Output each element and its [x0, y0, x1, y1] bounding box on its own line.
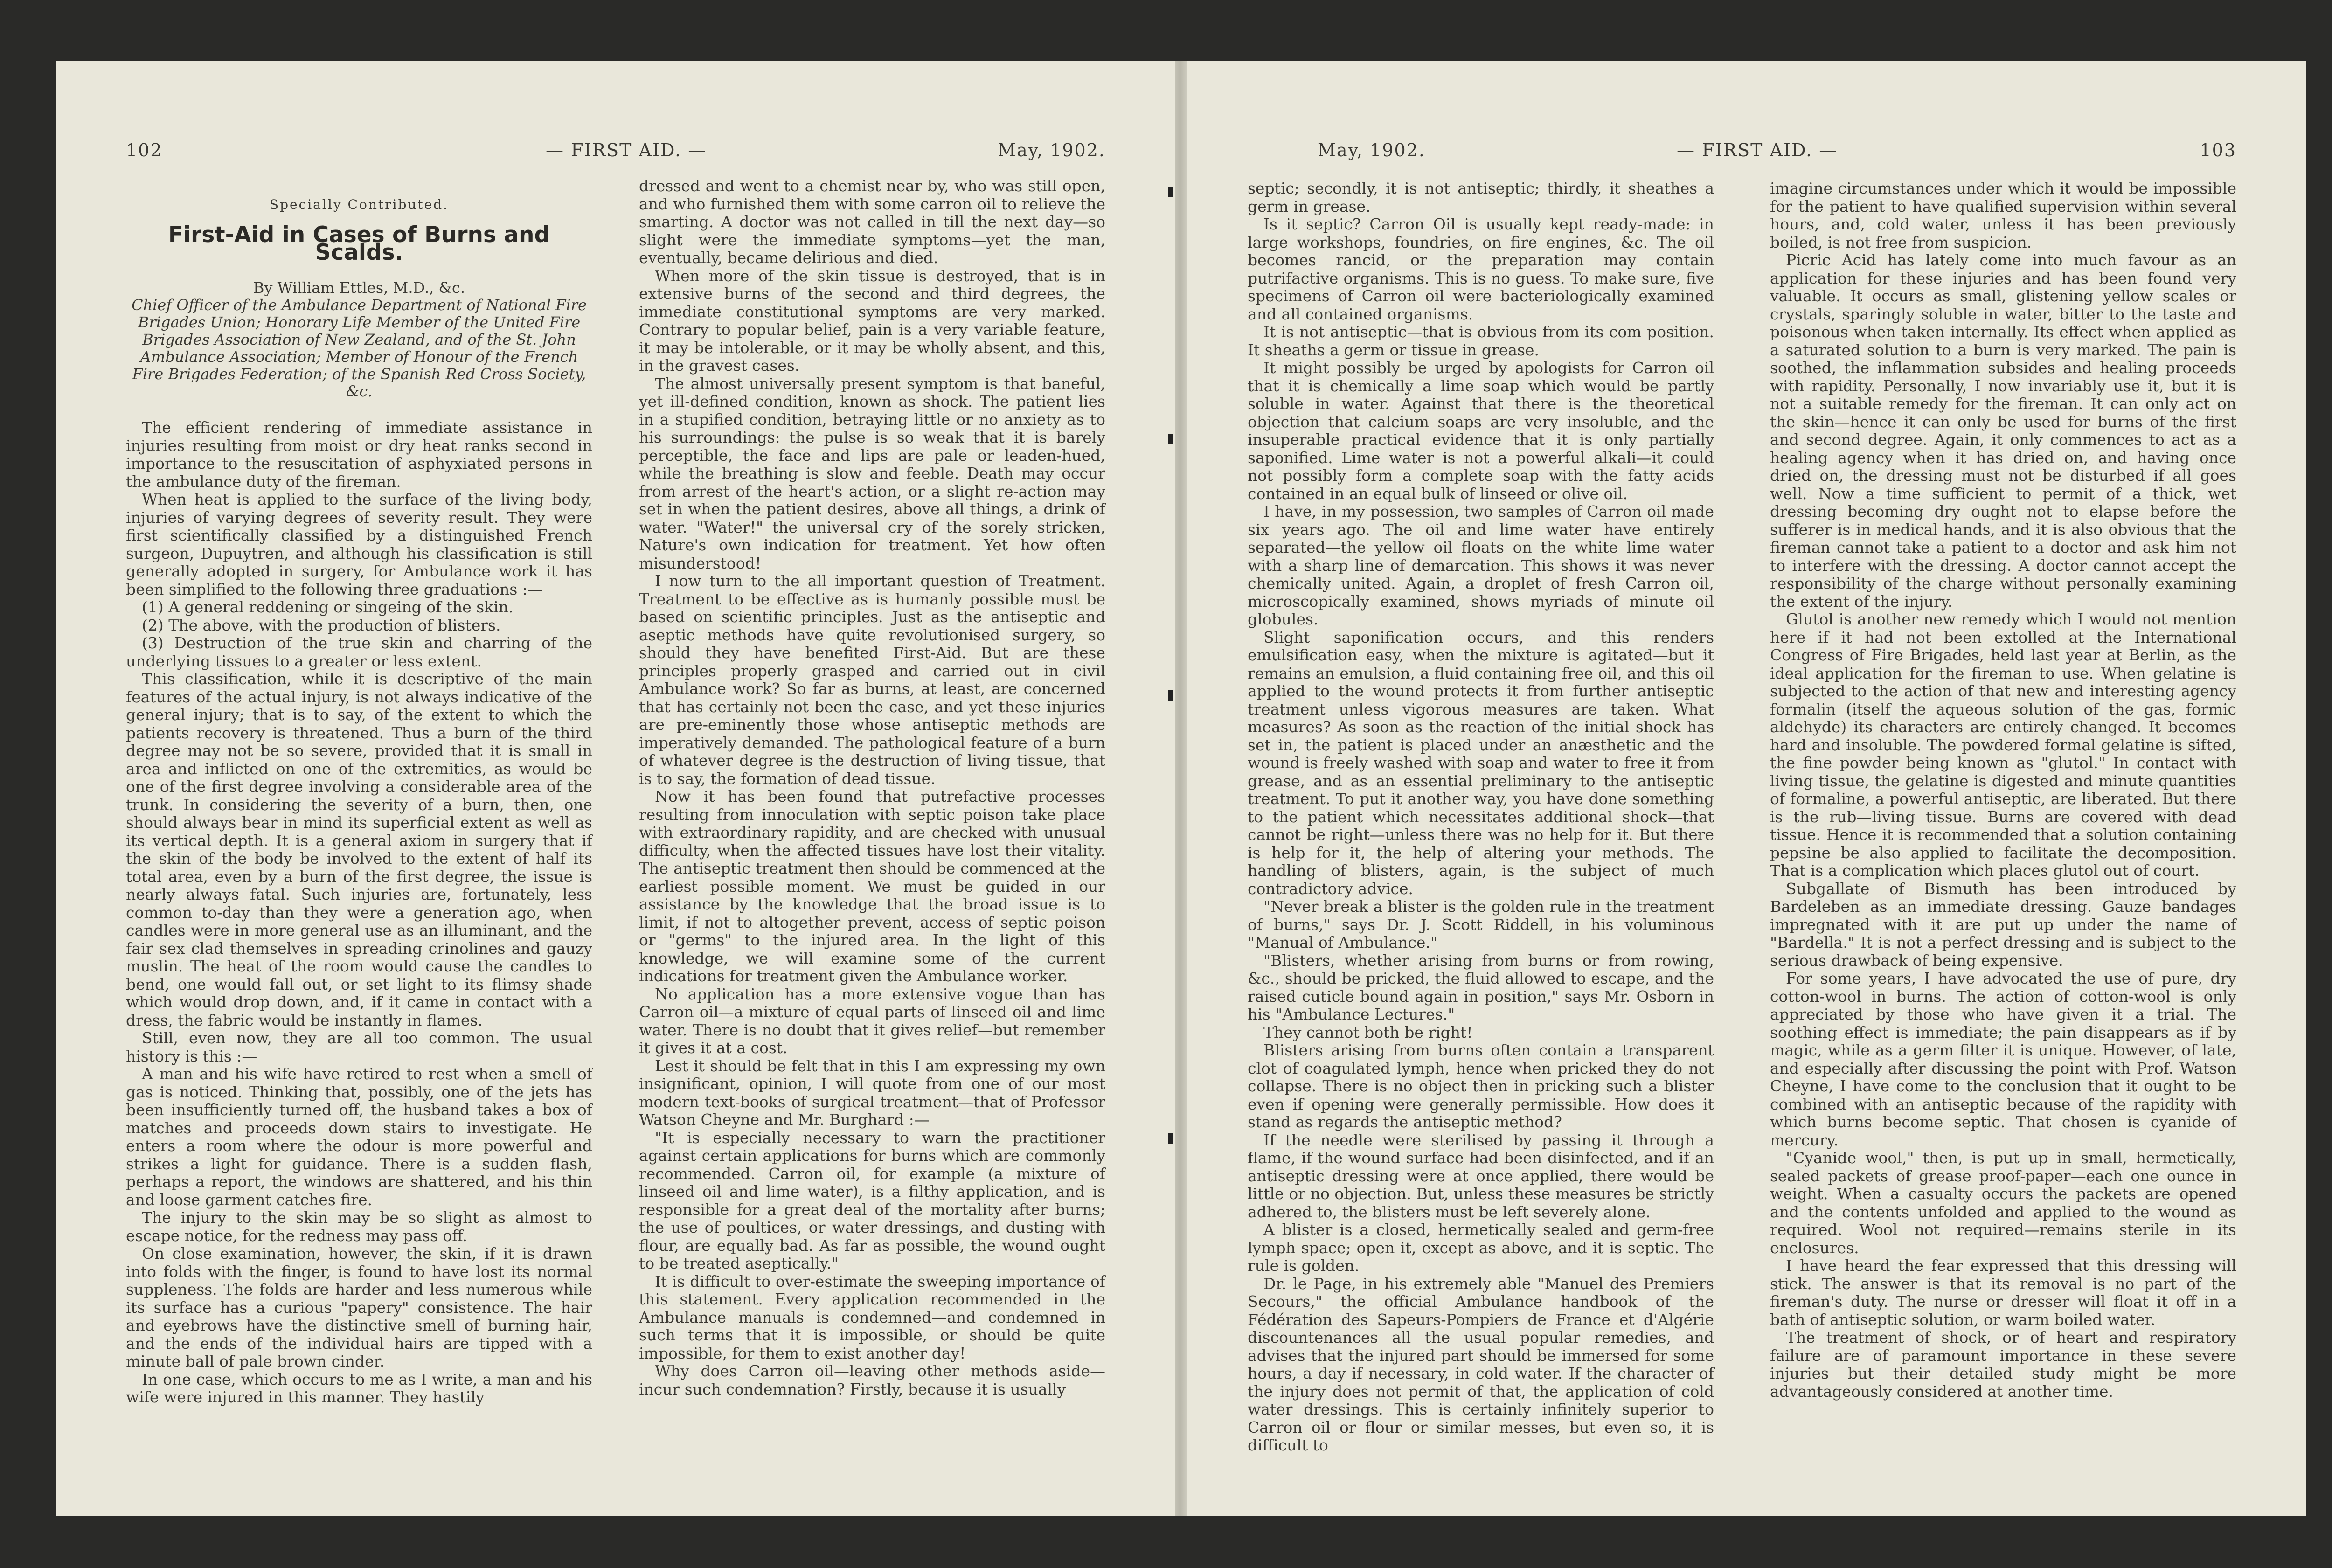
- paragraph: Subgallate of Bismuth has been introduced by Bardeleben as an immediate dressing. Gauze bandages impregnated with it are put up under the name of "Bardella." It is not a perfect dressing and is subject to the serious drawback of being expensive.: [1770, 879, 2236, 970]
- paragraph: "Cyanide wool," then, is put up in small, hermetically, sealed packets of grease proof-paper—each one ounce in weight. When a casualty occurs the packets are opened and the contents unfolded and applied to the wound as required. Wool not required—remains sterile in its enclosures.: [1770, 1149, 2236, 1257]
- issue-date: May, 1902.: [1318, 140, 1425, 160]
- right-column-1: [1248, 180, 1714, 1455]
- paragraph: On close examination, however, the skin, if it is drawn into folds with the finger, is found to have lost its normal suppleness. The folds are harder and less numerous while its surface has a curious "papery" consistence. The hair and eyebrows have the distinctive smell of burning hair, and the ends of the individual hairs are tipped with a minute ball of pale brown cinder.: [126, 1244, 592, 1370]
- paragraph: I now turn to the all important question of Treatment. Treatment to be effective as is humanly possible must be based on scientific principles. Just as the antiseptic and aseptic methods have quite revolutionised surgery, so should they have benefited First-Aid. But are these principles properly grasped and carried out in civil Ambulance work? So far as burns, at least, are concerned that has certainly not been the case, and yet these injuries are pre-eminently those whose antiseptic methods are imperatively demanded. The pathological feature of a burn of whatever degree is the destruction of living tissue, that is to say, the formation of dead tissue.: [639, 572, 1105, 788]
- left-column-2: [639, 177, 1105, 1398]
- paragraph: I have, in my possession, two samples of Carron oil made six years ago. The oil and lime water have entirely separated—the yellow oil floats on the white lime water with a sharp line of demarcation. This shows it was never chemically united. Again, a droplet of fresh Carron oil, microscopically examined, shows myriads of minute oil globules.: [1248, 502, 1714, 628]
- running-title: — FIRST AID. —: [1677, 140, 1838, 160]
- paragraph: A blister is a closed, hermetically sealed and germ-free lymph space; open it, except as above, and it is septic. The rule is golden.: [1248, 1221, 1714, 1275]
- paragraph: imagine circumstances under which it would be impossible for the patient to have qualified supervision within several hours, and, cold water, unless it has been previously boiled, is not free from suspicion.: [1770, 179, 2236, 251]
- paragraph: The efficient rendering of immediate assistance in injuries resulting from moist or dry heat ranks second in importance to the resuscitation of asphyxiated persons in the ambulance duty of the fireman.: [126, 418, 592, 491]
- paragraph: septic; secondly, it is not antiseptic; thirdly, it sheathes a germ in grease.: [1248, 179, 1714, 215]
- issue-date: May, 1902.: [998, 140, 1105, 160]
- paragraph: "Never break a blister is the golden rule in the treatment of burns," says Dr. J. Scott Riddell, in his voluminous "Manual of Ambulance.": [1248, 897, 1714, 951]
- paragraph: "It is especially necessary to warn the practitioner against certain applications for burns which are commonly recommended. Carron oil, for example (a mixture of linseed oil and lime water), is a filthy application, and is responsible for a great deal of the mortality after burns; the use of poultices, or water dressings, and dusting with flour, are equally bad. As far as possible, the wound ought to be treated aseptically.": [639, 1128, 1105, 1272]
- paragraph: They cannot both be right!: [1263, 1023, 1473, 1041]
- left-column-1: [126, 182, 592, 1407]
- list-item: (3) Destruction of the true skin and charring of the underlying tissues to a greater or less extent.: [126, 634, 592, 670]
- binding-mark: [1168, 187, 1173, 197]
- paragraph: I have heard the fear expressed that this dressing will stick. The answer is that its removal is no part of the fireman's duty. The nurse or dresser will float it off in a bath of antiseptic solution, or warm boiled water.: [1770, 1256, 2236, 1329]
- list-item: (2) The above, with the production of blisters.: [142, 616, 501, 634]
- article-kicker: Specially Contributed.: [269, 197, 449, 212]
- paragraph: Glutol is another new remedy which I would not mention here if it had not been extolled at the International Congress of Fire Brigades, held last year at Berlin, as the ideal application for the fireman to use. When gelatine is subjected to the action of that new and interesting agency formalin (itself the aqueous solution of the gas, formic aldehyde) its characters are entirely changed. It becomes hard and insoluble. The powdered formal gelatine is sifted, the fine powder being known as "glutol." In contact with living tissue, the gelatine is digested and minute quantities of formaline, a powerful antiseptic, are liberated. But there is the rub—living tissue. Burns are covered with dead tissue. Hence it is recommended that a solution containing pepsine be also applied to facilitate the decomposition. That is a complication which places glutol out of court.: [1770, 610, 2236, 880]
- list-item: (1) A general reddening or singeing of the skin.: [142, 598, 514, 616]
- paragraph: dressed and went to a chemist near by, who was still open, and who furnished them with some carron oil to relieve the smarting. A doctor was not called in till the next day—so slight were the immediate symptoms—yet the man, eventually, became delirious and died.: [639, 177, 1105, 267]
- paragraph: When more of the skin tissue is destroyed, that is in extensive burns of the second and third degrees, the immediate constitutional symptoms are very marked. Contrary to popular belief, pain is a very variable feature, it may be intolerable, or it may be wholly absent, and this, in the gravest cases.: [639, 266, 1105, 375]
- paragraph: The almost universally present symptom is that baneful, yet ill-defined condition, known as shock. The patient lies in a stupified condition, betraying little or no anxiety as to his surroundings: the pulse is so weak that it is barely perceptible, the face and lips are pale or leaden-hued, while the breathing is slow and feeble. Death may occur from arrest of the heart's action, or a slight re-action may set in when the patient desires, above all things, a drink of water. "Water!" the universal cry of the sorely stricken, Nature's own indication for treatment. Yet how often misunderstood!: [639, 374, 1105, 572]
- article-byline: By William Ettles, M.D., &c.: [253, 278, 465, 297]
- article-title: First-Aid in Cases of Burns and Scalds.: [168, 222, 550, 265]
- page-number: 102: [126, 140, 163, 160]
- running-title: — FIRST AID. —: [546, 140, 707, 160]
- paragraph: Still, even now, they are all too common. The usual history is this :—: [126, 1029, 592, 1065]
- paragraph: The treatment of shock, or of heart and respiratory failure are of paramount importance in these severe injuries but their detailed study might be more advantageously considered at another time.: [1770, 1328, 2236, 1401]
- binding-mark: [1168, 690, 1173, 701]
- paragraph: Picric Acid has lately come into much favour as an application for these injuries and has been found very valuable. It occurs as small, glistening yellow scales or crystals, sparingly soluble in water, bitter to the taste and poisonous when taken internally. Its effect when applied as a saturated solution to a burn is very marked. The pain is soothed, the inflammation subsides and healing proceeds with rapidity. Personally, I now invariably use it, but it is not a suitable remedy for the fireman. It can only act on the skin—hence it can only be used for burns of the first and second degree. Again, it only commences to act as a healing agency when it has dried on, and having once dried on, the dressing must not be disturbed if all goes well. Now a time sufficient to permit of a thick, wet dressing becoming dry ought not to elapse before the sufferer is in medical hands, and it is also obvious that the fireman cannot take a patient to a doctor and ask him not to interfere with the dressing. A doctor cannot accept the responsibility of the charge without personally examining the extent of the injury.: [1770, 251, 2236, 611]
- paragraph: It is not antiseptic—that is obvious from its com position. It sheaths a germ or tissue in grease.: [1248, 323, 1714, 359]
- left-page: [56, 61, 1175, 1516]
- paragraph: Why does Carron oil—leaving other methods aside—incur such condemnation? Firstly, because it is usually: [639, 1362, 1105, 1398]
- paragraph: It is difficult to over-estimate the sweeping importance of this statement. Every application recommended in the Ambulance manuals is condemned—and condemned in such terms that it is impossible, or should be quite impossible, for them to exist another day!: [639, 1272, 1105, 1362]
- paragraph: Slight saponification occurs, and this renders emulsification easy, when the mixture is agitated—but it remains an emulsion, a fluid containing free oil, and this oil applied to the wound protects it from further antiseptic treatment unless vigorous measures are taken. What measures? As soon as the reaction of the initial shock has set in, the patient is placed under an anæsthetic and the wound is freely washed with soap and water to free it from grease, and as an essential preliminary to the antiseptic treatment. To put it another way, you have done something to the patient which necessitates additional shock—that cannot be right—unless there was no help for it. But there is help for it, the help of altering your methods. The handling of blisters, again, is the subject of much contradictory advice.: [1248, 628, 1714, 898]
- binding-mark: [1168, 434, 1173, 444]
- paragraph: If the needle were sterilised by passing it through a flame, if the wound surface had been disinfected, and if an antiseptic dressing were at once applied, there would be little or no objection. But, unless these measures be strictly adhered to, the blisters must be left severely alone.: [1248, 1131, 1714, 1221]
- paragraph: No application has a more extensive vogue than has Carron oil—a mixture of equal parts of linseed oil and lime water. There is no doubt that it gives relief—but remember it gives it at a cost.: [639, 985, 1105, 1057]
- paragraph: Dr. le Page, in his extremely able "Manuel des Premiers Secours," the official Ambulance handbook of the Fédération des Sapeurs-Pompiers de France et d'Algérie discountenances all the usual popular remedies, and advises that the injured part should be immersed for some hours, a day if necessary, in cold water. If the character of the injury does not permit of that, the application of cold water dressings. This is certainly infinitely superior to Carron oil or flour or similar messes, but even so, it is difficult to: [1248, 1274, 1714, 1454]
- author-affiliation: Chief Officer of the Ambulance Department of National Fire Brigades Union; Honorary Life Member of the United Fire Brigades Association of New Zealand, and of the St. John Ambulance Association; Member of Honour of the French Fire Brigades Federation; of the Spanish Red Cross Society, &c.: [132, 296, 587, 400]
- paragraph: When heat is applied to the surface of the living body, injuries of varying degrees of severity result. They were first scientifically classified by a distinguished French surgeon, Dupuytren, and although his classification is still generally adopted in surgery, for Ambulance work it has been simplified to the following three graduations :—: [126, 490, 592, 598]
- paragraph: "Blisters, whether arising from burns or from rowing, &c., should be pricked, the fluid allowed to escape, and the raised cuticle bound again in position," says Mr. Osborn in his "Ambulance Lectures.": [1248, 951, 1714, 1023]
- paragraph: A man and his wife have retired to rest when a smell of gas is noticed. Thinking that, possibly, one of the jets has been insufficiently turned off, the husband takes a box of matches and proceeds down stairs to investigate. He enters a room where the odour is more powerful and strikes a light for guidance. There is a sudden flash, perhaps a report, the windows are shattered, and his thin and loose garment catches fire.: [126, 1065, 592, 1209]
- paragraph: It might possibly be urged by apologists for Carron oil that it is chemically a lime soap which would be partly soluble in water. Against that there is the theoretical objection that calcium soaps are very insoluble, and the insuperable practical evidence that it is only partially saponified. Lime water is not a powerful alkali—it could not possibly form a complete soap with the fatty acids contained in an equal bulk of linseed or olive oil.: [1248, 359, 1714, 503]
- paragraph: In one case, which occurs to me as I write, a man and his wife were injured in this manner. They hastily: [126, 1370, 592, 1406]
- paragraph: For some years, I have advocated the use of pure, dry cotton-wool in burns. The action of cotton-wool is only appreciated by those who have given it a trial. The soothing effect is immediate; the pain disappears as if by magic, while as a germ filter it is unique. However, of late, and especially after discussing the point with Prof. Watson Cheyne, I have come to the conclusion that it ought to be combined with an antiseptic because of the rapidity with which burns become septic. That chosen is cyanide of mercury.: [1770, 969, 2236, 1149]
- paragraph: Lest it should be felt that in this I am expressing my own insignificant, opinion, I will quote from one of our most modern text-books of surgical treatment—that of Professor Watson Cheyne and Mr. Burghard :—: [639, 1056, 1105, 1129]
- right-column-2: [1770, 180, 2236, 1401]
- paragraph: Now it has been found that putrefactive processes resulting from innoculation with septic poison take place with extraordinary rapidity, and are checked with unusual difficulty, when the affected tissues have lost their vitality. The antiseptic treatment then should be commenced at the earliest possible moment. We must be guided in our assistance by the knowledge that the broad issue is to limit, if not to altogether prevent, access of septic poison or "germs" to the injured area. In the light of this knowledge, we will examine some of the current indications for treatment given the Ambulance worker.: [639, 787, 1105, 985]
- paragraph: Is it septic? Carron Oil is usually kept ready-made: in large workshops, foundries, on fire engines, &c. The oil becomes rancid, or the preparation may contain putrifactive organisms. This is no guess. To make sure, five specimens of Carron oil were bacteriologically examined and all contained organisms.: [1248, 215, 1714, 323]
- page-number: 103: [2200, 140, 2236, 160]
- paragraph: The injury to the skin may be so slight as almost to escape notice, for the redness may pass off.: [126, 1208, 592, 1245]
- right-page: [1187, 61, 2306, 1516]
- left-page-header: [126, 140, 1105, 168]
- paragraph: Blisters arising from burns often contain a transparent clot of coagulated lymph, hence when pricked they do not collapse. There is no object then in pricking such a blister even if opening were generally permissible. How does it stand as regards the antiseptic method?: [1248, 1041, 1714, 1131]
- right-page-header: [1257, 140, 2236, 168]
- paragraph: This classification, while it is descriptive of the main features of the actual injury, is not always indicative of the general injury; that is to say, of the extent to which the patients recovery is threatened. Thus a burn of the third degree may not be so severe, provided that it is small in area and inflicted on one of the extremities, as would be one of the first degree involving a considerable area of the trunk. In considering the severity of a burn, then, one should always bear in mind its superficial extent as well as its vertical depth. It is a general axiom in surgery that if the skin of the body be involved to the extent of half its total area, even by a burn of the first degree, the issue is nearly always fatal. Such injuries are, fortunately, less common to-day than they were a generation ago, when candles were in more general use as an illuminant, and the fair sex clad themselves in spreading crinolines and gauzy muslin. The heat of the room would cause the candles to bend, one would fall out, or set light to its flimsy shade which would drop down, and, if it came in contact with a dress, the fabric would be instantly in flames.: [126, 670, 592, 1029]
- binding-mark: [1168, 1133, 1173, 1144]
